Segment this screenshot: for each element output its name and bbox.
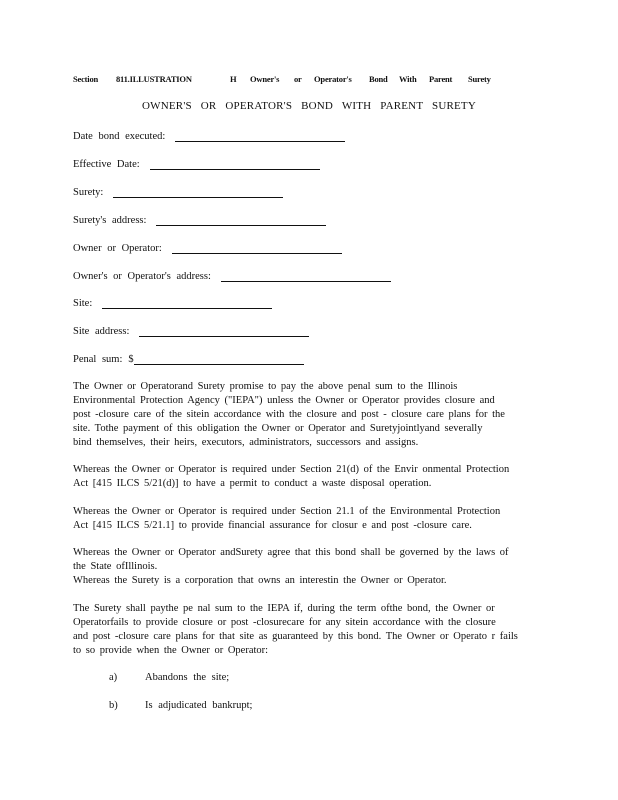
surety-blank[interactable] <box>113 185 283 198</box>
surety-address-label: Surety's address: <box>73 215 147 226</box>
owner-operator-field <box>73 241 342 257</box>
penal-sum-field <box>73 352 304 368</box>
paragraph-line: Whereas the Surety is a corporation that owns an interestin the Owner or Operator. <box>73 575 447 586</box>
owner-operator-address-blank[interactable] <box>221 269 391 282</box>
owner-operator-label: Owner or Operator: <box>73 243 162 254</box>
effective-date-field <box>73 157 320 173</box>
surety-obligation-paragraph <box>73 602 545 658</box>
paragraph-line: the State ofIllinois. <box>73 561 158 572</box>
site-address-field <box>73 324 309 340</box>
section-header <box>73 74 543 88</box>
paragraph-line: post -closure care of the sitein accordance with the closure and post - closure care plans for the <box>73 409 505 420</box>
list-item-abandons-site: Abandons the site; <box>145 672 230 683</box>
paragraph-line: Environmental Protection Agency ("IEPA") unless the Owner or Operator provides closure and <box>73 395 495 406</box>
header-word-with: With <box>399 74 417 84</box>
header-section: Section <box>73 74 99 84</box>
penal-sum-label: Penal sum: <box>73 354 123 365</box>
header-section-number: 811.ILLUSTRATION <box>116 74 192 84</box>
site-label: Site: <box>73 298 93 309</box>
paragraph-line: The Owner or Operatorand Surety promise to pay the above penal sum to the Illinois <box>73 381 458 392</box>
paragraph-line: Whereas the Owner or Operator is required under Section 21.1 of the Environmental Protection <box>73 506 501 517</box>
paragraph-line: site. Tothe payment of this obligation the Owner or Operator and Suretyjointlyand severally <box>73 423 483 434</box>
header-word-parent: Parent <box>429 74 453 84</box>
surety-address-field <box>73 213 326 229</box>
penal-sum-dollar-sign: $ <box>128 354 134 365</box>
surety-address-blank[interactable] <box>156 213 326 226</box>
owner-operator-address-label: Owner's or Operator's address: <box>73 271 211 282</box>
effective-date-blank[interactable] <box>150 157 320 170</box>
surety-field <box>73 185 283 201</box>
paragraph-line: bind themselves, their heirs, executors, administrators, successors and assigns. <box>73 437 419 448</box>
date-executed-field <box>73 129 345 145</box>
paragraph-line: Whereas the Owner or Operator andSurety agree that this bond shall be governed by the laws of <box>73 547 509 558</box>
header-word-bond: Bond <box>369 74 388 84</box>
header-word-owners: Owner's <box>250 74 280 84</box>
owner-operator-address-field <box>73 269 391 285</box>
whereas-financial-assurance-paragraph <box>73 505 545 533</box>
paragraph-line: The Surety shall paythe pe nal sum to the IEPA if, during the term ofthe bond, the Owner or <box>73 603 495 614</box>
effective-date-label: Effective Date: <box>73 159 140 170</box>
paragraph-line: Act [415 ILCS 5/21.1] to provide financial assurance for closur e and post -closure care. <box>73 520 472 531</box>
whereas-governing-law-paragraph <box>73 546 545 574</box>
list-marker-a: a) <box>109 672 118 683</box>
promise-paragraph <box>73 380 545 450</box>
header-word-surety: Surety <box>468 74 491 84</box>
document-title: OWNER'S OR OPERATOR'S BOND WITH PARENT SURETY <box>142 100 476 112</box>
paragraph-line: Act [415 ILCS 5/21(d)] to have a permit to conduct a waste disposal operation. <box>73 478 432 489</box>
header-word-operators: Operator's <box>314 74 352 84</box>
header-letter: H <box>230 74 237 84</box>
whereas-permit-paragraph <box>73 463 545 491</box>
site-blank[interactable] <box>102 296 272 309</box>
paragraph-line: Whereas the Owner or Operator is required under Section 21(d) of the Envir onmental Protection <box>73 464 510 475</box>
date-executed-blank[interactable] <box>175 129 345 142</box>
paragraph-line: Operatorfails to provide closure or post -closurecare for any sitein accordance with the closure <box>73 617 496 628</box>
owner-operator-blank[interactable] <box>172 241 342 254</box>
list-item-bankrupt: Is adjudicated bankrupt; <box>145 700 253 711</box>
penal-sum-blank[interactable] <box>134 352 304 365</box>
header-word-or: or <box>294 74 302 84</box>
site-address-label: Site address: <box>73 326 130 337</box>
surety-label: Surety: <box>73 187 104 198</box>
paragraph-line: and post -closure care plans for that site as guaranteed by this bond. The Owner or Operato r fails <box>73 631 518 642</box>
paragraph-line: to so provide when the Owner or Operator: <box>73 645 269 656</box>
list-marker-b: b) <box>109 700 118 711</box>
whereas-corporation-paragraph <box>73 574 545 588</box>
site-field <box>73 296 272 312</box>
date-executed-label: Date bond executed: <box>73 131 166 142</box>
site-address-blank[interactable] <box>139 324 309 337</box>
